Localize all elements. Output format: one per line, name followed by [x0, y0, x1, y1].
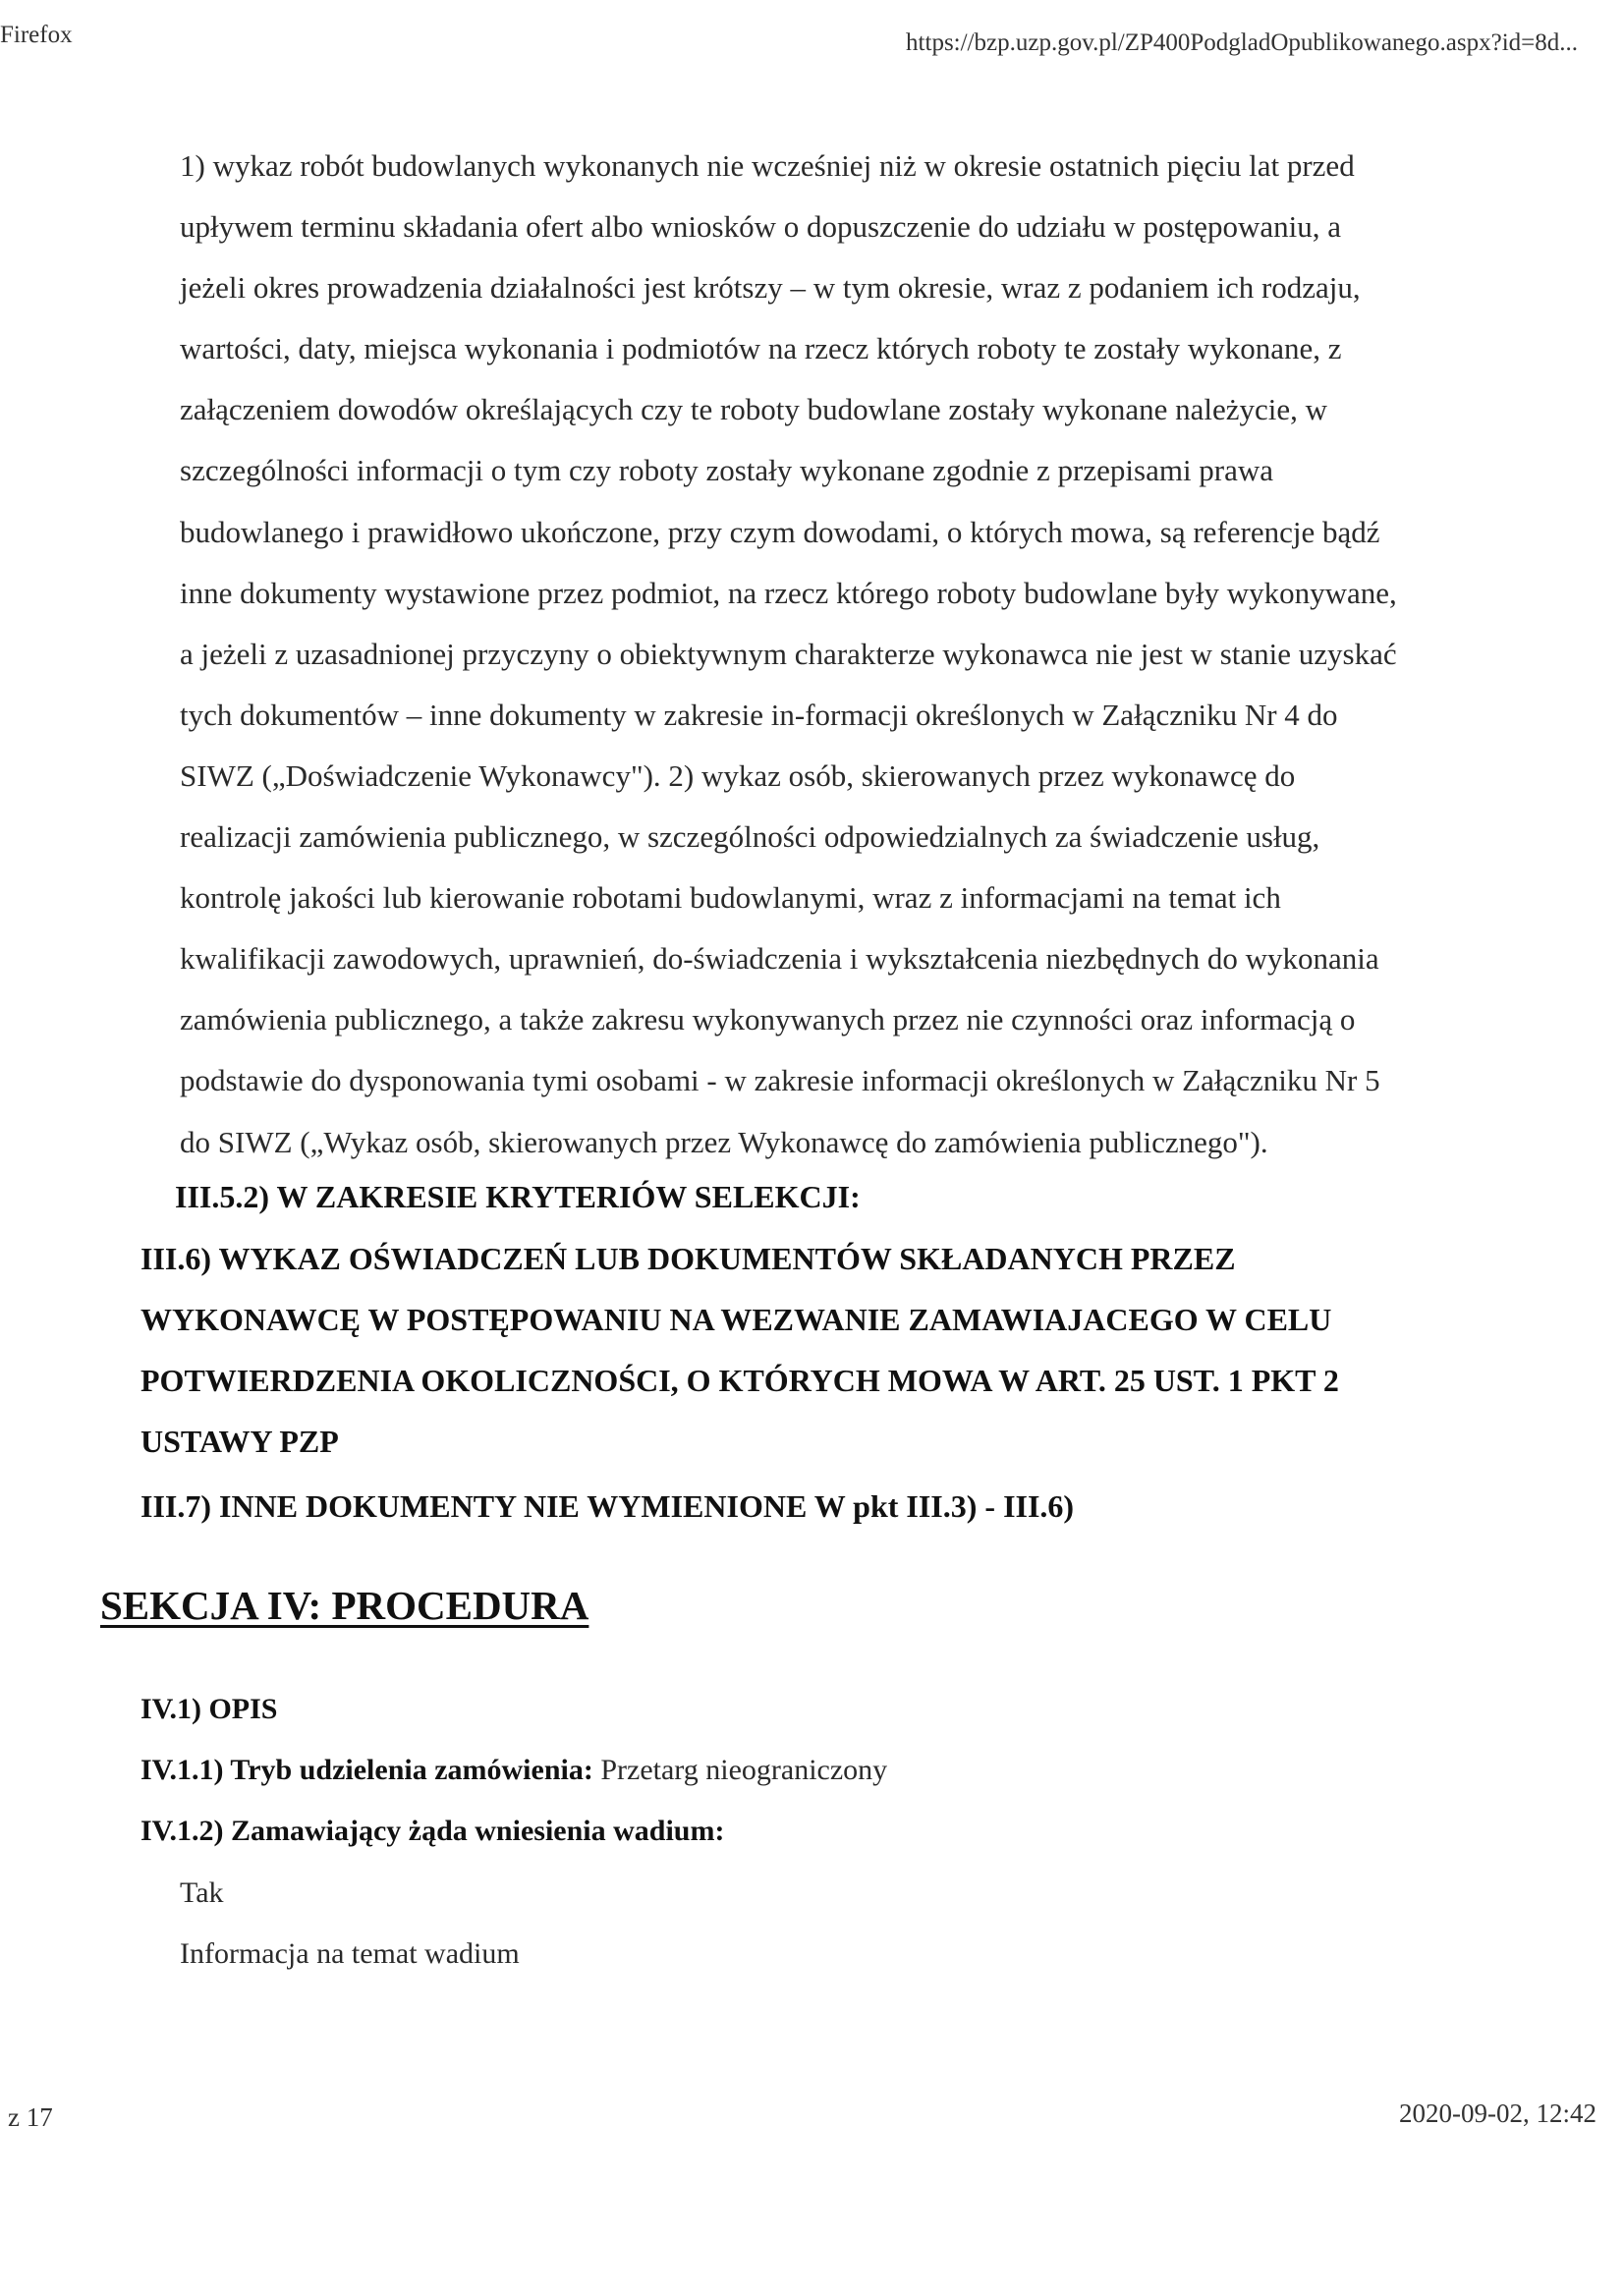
heading-iv-1: IV.1) OPIS [140, 1693, 278, 1725]
paragraph-line: zamówienia publicznego, a także zakresu wykonywanych przez nie czynności oraz informacją o [180, 1002, 1356, 1037]
heading-line: POTWIERDZENIA OKOLICZNOŚCI, O KTÓRYCH MOWA W ART. 25 UST. 1 PKT 2 [140, 1363, 1339, 1398]
paragraph-line: upływem terminu składania ofert albo wniosków o dopuszczenie do udziału w postępowaniu, a [180, 209, 1342, 245]
paragraph-line: załączeniem dowodów określających czy te roboty budowlane zostały wykonane należycie, w [180, 392, 1328, 427]
paragraph-line: do SIWZ („Wykaz osób, skierowanych przez Wykonawcę do zamówienia publicznego"). [180, 1124, 1268, 1159]
tender-mode-label: IV.1.1) Tryb udzielenia zamówienia: [140, 1754, 593, 1786]
paragraph-line: wartości, daty, miejsca wykonania i podmiotów na rzecz których roboty te zostały wykonane, z [180, 331, 1342, 366]
heading-iii-6 [140, 1228, 1339, 1472]
section-iv-title: SEKCJA IV: PROCEDURA [100, 1583, 589, 1628]
page-count: z 17 [8, 2102, 53, 2132]
paragraph-line: realizacji zamówienia publicznego, w szczególności odpowiedzialnych za świadczenie usług, [180, 819, 1320, 855]
browser-name: Firefox [0, 22, 73, 48]
paragraph-line: jeżeli okres prowadzenia działalności jest krótszy – w tym okresie, wraz z podaniem ich rodzaju, [180, 270, 1361, 306]
paragraph-line: kontrolę jakości lub kierowanie robotami budowlanymi, wraz z informacjami na temat ich [180, 880, 1281, 916]
heading-iii-5-2: III.5.2) W ZAKRESIE KRYTERIÓW SELEKCJI: [175, 1179, 861, 1214]
page-url: https://bzp.uzp.gov.pl/ZP400PodgladOpublikowanego.aspx?id=8d... [906, 29, 1578, 56]
paragraph-line: kwalifikacji zawodowych, uprawnień, do-świadczenia i wykształcenia niezbędnych do wykonania [180, 941, 1379, 977]
paragraph-line: tych dokumentów – inne dokumenty w zakresie in-formacji określonych w Załączniku Nr 4 do [180, 697, 1338, 732]
paragraph-line: 1) wykaz robót budowlanych wykonanych nie wcześniej niż w okresie ostatnich pięciu lat przed [180, 148, 1355, 183]
deposit-info-label: Informacja na temat wadium [180, 1937, 520, 1970]
paragraph-line: budowlanego i prawidłowo ukończone, przy czym dowodami, o których mowa, są referencje bądź [180, 514, 1380, 549]
deposit-answer: Tak [180, 1876, 224, 1909]
heading-line: USTAWY PZP [140, 1424, 339, 1459]
tender-mode-row [140, 1754, 887, 1787]
tender-mode-value: Przetarg nieograniczony [600, 1754, 888, 1786]
paragraph-line: a jeżeli z uzasadnionej przyczyny o obiektywnym charakterze wykonawca nie jest w stanie uzyskać [180, 636, 1397, 671]
heading-iii-7: III.7) INNE DOKUMENTY NIE WYMIENIONE W pkt III.3) - III.6) [140, 1488, 1075, 1524]
print-datetime: 2020-09-02, 12:42 [1399, 2099, 1596, 2128]
requirements-paragraph [180, 136, 1516, 1173]
paragraph-line: inne dokumenty wystawione przez podmiot, na rzecz którego roboty budowlane były wykonywane, [180, 575, 1397, 610]
deposit-label: IV.1.2) Zamawiający żąda wniesienia wadium: [140, 1815, 725, 1847]
heading-line: III.6) WYKAZ OŚWIADCZEŃ LUB DOKUMENTÓW SKŁADANYCH PRZEZ [140, 1241, 1236, 1276]
paragraph-line: podstawie do dysponowania tymi osobami - w zakresie informacji określonych w Załączniku Nr 5 [180, 1063, 1380, 1098]
paragraph-line: SIWZ („Doświadczenie Wykonawcy"). 2) wykaz osób, skierowanych przez wykonawcę do [180, 757, 1296, 793]
paragraph-line: szczególności informacji o tym czy roboty zostały wykonane zgodnie z przepisami prawa [180, 453, 1274, 488]
heading-line: WYKONAWCĘ W POSTĘPOWANIU NA WEZWANIE ZAMAWIAJACEGO W CELU [140, 1302, 1332, 1337]
